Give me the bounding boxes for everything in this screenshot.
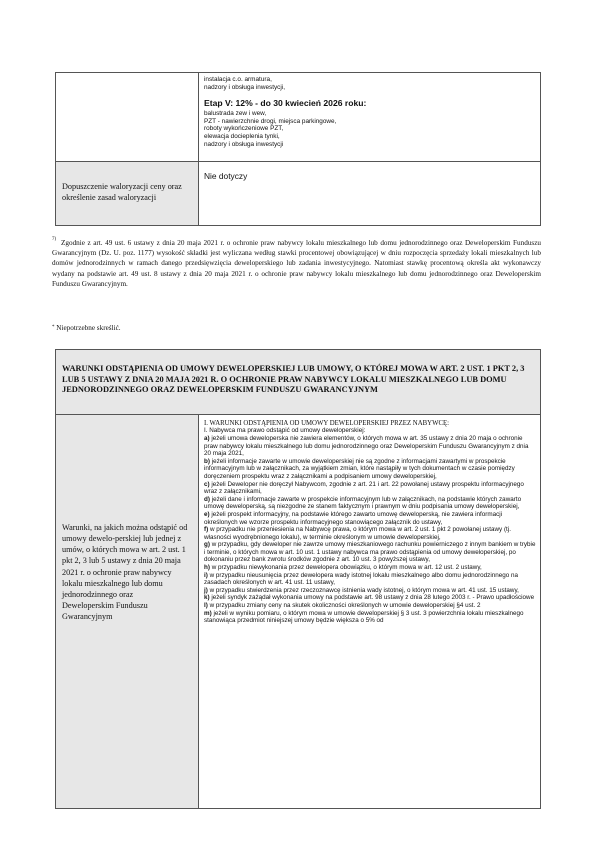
top-table-schedule-cell bbox=[199, 73, 541, 162]
schedule-line: instalacja c.o. armatura, bbox=[204, 76, 272, 83]
condition-item: g) w przypadku, gdy deweloper nie zawrze umowy mieszkaniowego rachunku powierniczego z innym bankiem w trybie i terminie, o których mowa w art. 10 ust. 1 ustawy nabywca ma prawo odstąpienia od umowy deweloperskiej, po dokonaniu przez bank zwrotu środków zgodnie z art. 10 ust. 3 powyższej ustawy, bbox=[204, 541, 536, 564]
withdrawal-heading-cell bbox=[56, 350, 541, 415]
etap-title: Etap V: 12% - do 30 kwiecień 2026 roku: bbox=[204, 98, 367, 109]
etap-item: nadzory i obsługa inwestycji bbox=[204, 140, 284, 148]
footnote-mark: 7) bbox=[52, 237, 57, 242]
withdrawal-conditions-cell bbox=[199, 414, 541, 808]
condition-item: c) jeżeli Deweloper nie doręczył Nabywcom, zgodnie z art. 21 i art. 22 powołanej ustawy prospektu informacyjnego wraz z załącznikami, bbox=[204, 480, 524, 496]
withdrawal-heading: WARUNKI ODSTĄPIENIA OD UMOWY DEWELOPERSKIEJ LUB UMOWY, O KTÓREJ MOWA W ART. 2 UST. 1 PKT 2, 3 LUB 5 USTAWY Z DNIA 20 MAJA 2021 R. O OCHRONIE PRAW NABYWCY LOKALU MIESZKALNEGO LUB DOMU JEDNORODZINNEGO ORAZ DEWELOPERSKIM FUNDUSZU GWARANCYJNYM bbox=[62, 364, 525, 395]
withdrawal-label-cell bbox=[56, 414, 199, 808]
footnote-star-text: Niepotrzebne skreślić. bbox=[56, 324, 121, 332]
etap-item: PZT - nawierzchnie drogi, miejsca parkingowe, bbox=[204, 117, 337, 125]
withdrawal-label-part2: Deweloperskim Funduszu Gwarancyjnym bbox=[62, 601, 148, 622]
footnote-7-text: Zgodnie z art. 49 ust. 6 ustawy z dnia 20 maja 2021 r. o ochronie praw nabywcy lokalu mieszkalnego lub domu jednorodzinnego oraz Deweloperskim Funduszu Gwarancyjnym (Dz. U. poz. 1177) wysokość składki jest wyliczana według stawki procentowej obowiązującej w dniu rozpoczęcia sprzedaży lokali mieszkalnych lub domów jednorodzinnych w ramach danego przedsięwzięcia deweloperskiego lub zadania inwestycyjnego. Natomiast stawkę procentową określa akt wykonawczy wydany na podstawie art. 49 ust. 8 ustawy z dnia 20 maja 2021 r. o ochronie praw nabywcy lokalu mieszkalnego lub domu jednorodzinnego oraz Deweloperskim Funduszu Gwarancyjnym. bbox=[52, 239, 541, 288]
footnote-star-mark: * bbox=[52, 325, 55, 330]
top-table bbox=[55, 72, 541, 226]
condition-item: i) w przypadku nieusunięcia przez dewelopera wady istotnej lokalu mieszkalnego albo domu jednorodzinnego na zasadach określonych w art. 41 ust. 11 ustawy, bbox=[204, 571, 518, 587]
top-table-empty-cell bbox=[56, 73, 199, 162]
valorization-label-cell bbox=[56, 162, 199, 226]
valorization-value: Nie dotyczy bbox=[204, 171, 248, 181]
condition-item: m) jeżeli w wyniku pomiaru, o którym mowa w umowie deweloperskiej § 3 ust. 3 powierzchnia lokalu mieszkalnego stanowiąca przedmiot niniejszej umowy będzie większa o 5% od bbox=[204, 609, 524, 625]
condition-item: b) jeżeli informacje zawarte w umowie deweloperskiej nie są zgodne z informacjami zawartymi w prospekcie informacyjnym lub w załącznikach, za wyjątkiem zmian, które nastąpiły w tych dokumentach w czasie pomiędzy doręczeniem prospektu wraz z załącznikami a podpisaniem umowy deweloperskiej, bbox=[204, 457, 515, 480]
etap-items bbox=[204, 110, 536, 148]
footnote-7 bbox=[52, 238, 541, 289]
condition-item: a) jeżeli umowa deweloperska nie zawiera elementów, o których mowa w art. 35 ustawy z dnia 20 maja o ochronie praw nabywcy lokalu mieszkalnego lub domu jednorodzinnego oraz Deweloperskim Funduszu Gwarancyjnym z dnia 20 maja 2021, bbox=[204, 434, 529, 458]
valorization-label: Dopuszczenie waloryzacji ceny oraz określenie zasad waloryzacji bbox=[62, 182, 182, 203]
withdrawal-conditions bbox=[199, 415, 540, 625]
condition-item: d) jeżeli dane i informacje zawarte w prospekcie informacyjnym lub w załącznikach, na podstawie których zawarto umowę deweloperską, są niezgodne ze stanem faktycznym i prawnym w dniu podpisania umowy deweloperskiej, bbox=[204, 495, 522, 511]
condition-item: e) jeżeli prospekt informacyjny, na podstawie którego zawarto umowę deweloperską, nie zawiera informacji określonych we wzorze prospektu informacyjnego stanowiącego załącznik do ustawy, bbox=[204, 510, 503, 526]
condition-item: h) w przypadku niewykonania przez dewelopera obowiązku, o którym mowa w art. 12 ust. 2 ustawy, bbox=[204, 564, 482, 572]
valorization-value-cell bbox=[199, 162, 541, 226]
condition-item: k) jeżeli syndyk zażądał wykonania umowy na podstawie art. 98 ustawy z dnia 28 lutego 2003 r. - Prawo upadłościowe bbox=[204, 594, 535, 602]
footnote-text bbox=[52, 238, 541, 289]
etap-item: roboty wykończeniowe PZT, bbox=[204, 125, 284, 133]
schedule-prev-lines bbox=[204, 76, 536, 91]
condition-item: l) w przypadku zmiany ceny na skutek okoliczności określonych w umowie deweloperskiej §4 ust. 2 bbox=[204, 602, 481, 610]
etap-item: elewacja docieplenia tynki, bbox=[204, 132, 280, 140]
footnote-star bbox=[52, 323, 352, 333]
section-title: I. WARUNKI ODSTĄPIENIA OD UMOWY DEWELOPERSKIEJ PRZEZ NABYWCĘ: bbox=[204, 419, 450, 427]
schedule-line: nadzory i obsługa inwestycji, bbox=[204, 83, 285, 91]
withdrawal-table bbox=[55, 349, 541, 809]
section-intro: I. Nabywca ma prawo odstąpić od umowy deweloperskiej: bbox=[204, 427, 366, 435]
condition-item: j) w przypadku stwierdzenia przez rzeczoznawcę istnienia wady istotnej, o którym mowa w art. 41 ust. 15 ustawy, bbox=[204, 586, 519, 594]
withdrawal-label bbox=[56, 415, 198, 623]
etap-item: balustrada zew i wew, bbox=[204, 110, 267, 118]
withdrawal-label-part1: Warunki, na jakich można odstąpić od umowy dewelo-perskiej lub jednej z umów, o których mowa w art. 2 ust. 1 pkt 2, 3 lub 5 ustawy z dnia 20 maja 2021 r. o ochronie praw nabywcy lokalu mieszkalnego lub domu jednorodzinnego oraz bbox=[62, 522, 188, 599]
condition-item: f) w przypadku nie przeniesienia na Nabywcę prawa, o którym mowa w art. 2 ust. 1 pkt 2 powołanej ustawy (tj. własności wyodrębnionego lokalu), w terminie określonym w umowie deweloperskiej, bbox=[204, 526, 511, 541]
